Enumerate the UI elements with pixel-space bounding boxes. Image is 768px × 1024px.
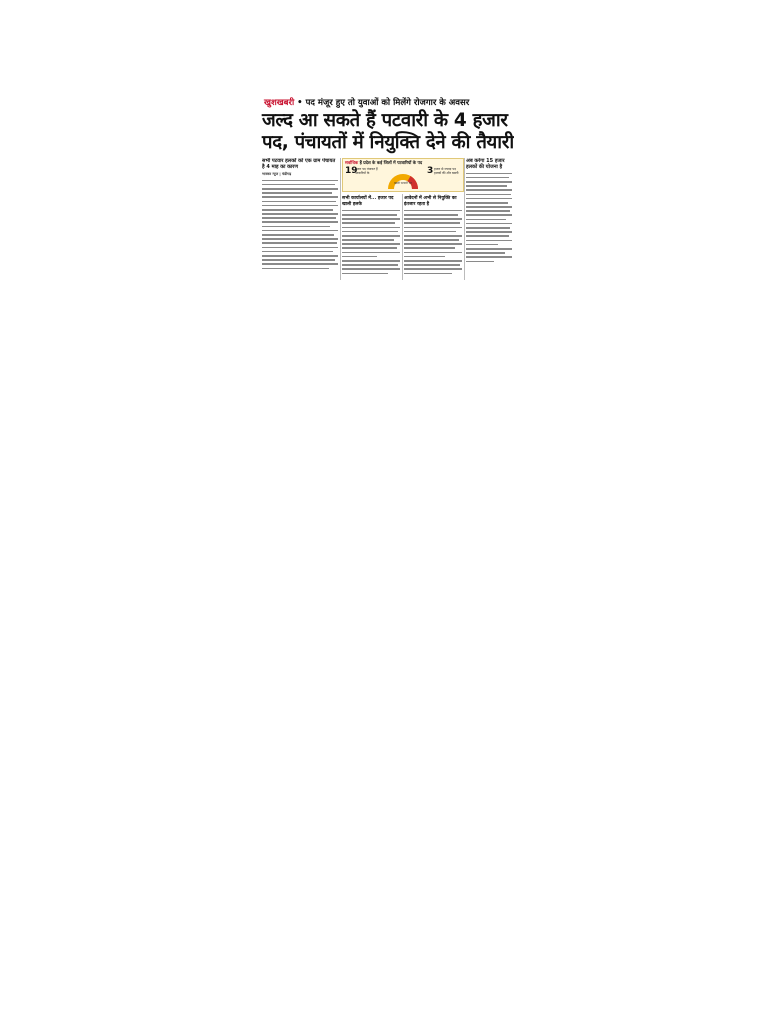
left-column xyxy=(262,158,338,280)
graphic-left-text: हजार पद पंचायत हैं पटवारियों के xyxy=(355,167,378,175)
graphic-title-tag: सर्वाधिक xyxy=(345,160,359,165)
sidebar-heading: अब करेगा 15 हजार हलकों की योजना है xyxy=(466,158,505,170)
kicker-text: • पद मंजूर हुए तो युवाओं को मिलेंगे रोजगार के अवसर xyxy=(294,98,470,108)
newspaper-clipping xyxy=(258,94,514,280)
graphic-left-number: 19 xyxy=(345,166,358,176)
left-column-subhead: सभी पटवार हलकों को एक ग्राम पंचायत है 4 माह का कारण xyxy=(262,158,336,170)
info-graphic xyxy=(342,158,464,192)
headline xyxy=(262,110,514,154)
sidebar-column xyxy=(466,158,512,280)
middle-column xyxy=(342,194,400,280)
graphic-title-text: हैं प्रदेश के कई जिलों में पटवारियों के पद xyxy=(358,160,423,165)
headline-line-1: जल्द आ सकते हैं पटवारी के 4 हजार xyxy=(262,110,508,131)
graphic-right-text: हजार से ज्यादा पद हलकों की और खाली xyxy=(434,167,459,175)
graphic-donut-chart xyxy=(387,165,419,191)
right-middle-column-heading: आवेदनों में अभी से नियुक्ति का इंतजार रहता है xyxy=(404,196,457,207)
right-middle-column xyxy=(404,194,462,280)
left-column-byline: भास्कर न्यूज | चंडीगढ़ xyxy=(262,172,292,176)
graphic-center-text: खाली पटवारी पद xyxy=(394,181,412,185)
kicker-line xyxy=(264,97,469,108)
kicker-tag: खुशखबरी xyxy=(264,98,295,108)
headline-line-2: पद, पंचायतों में नियुक्ति देने की तैयारी xyxy=(262,132,514,153)
middle-column-heading: सभी कार्यालयों में... हजार पद खाली हलके xyxy=(342,196,394,207)
graphic-right-number: 3 xyxy=(427,166,434,176)
